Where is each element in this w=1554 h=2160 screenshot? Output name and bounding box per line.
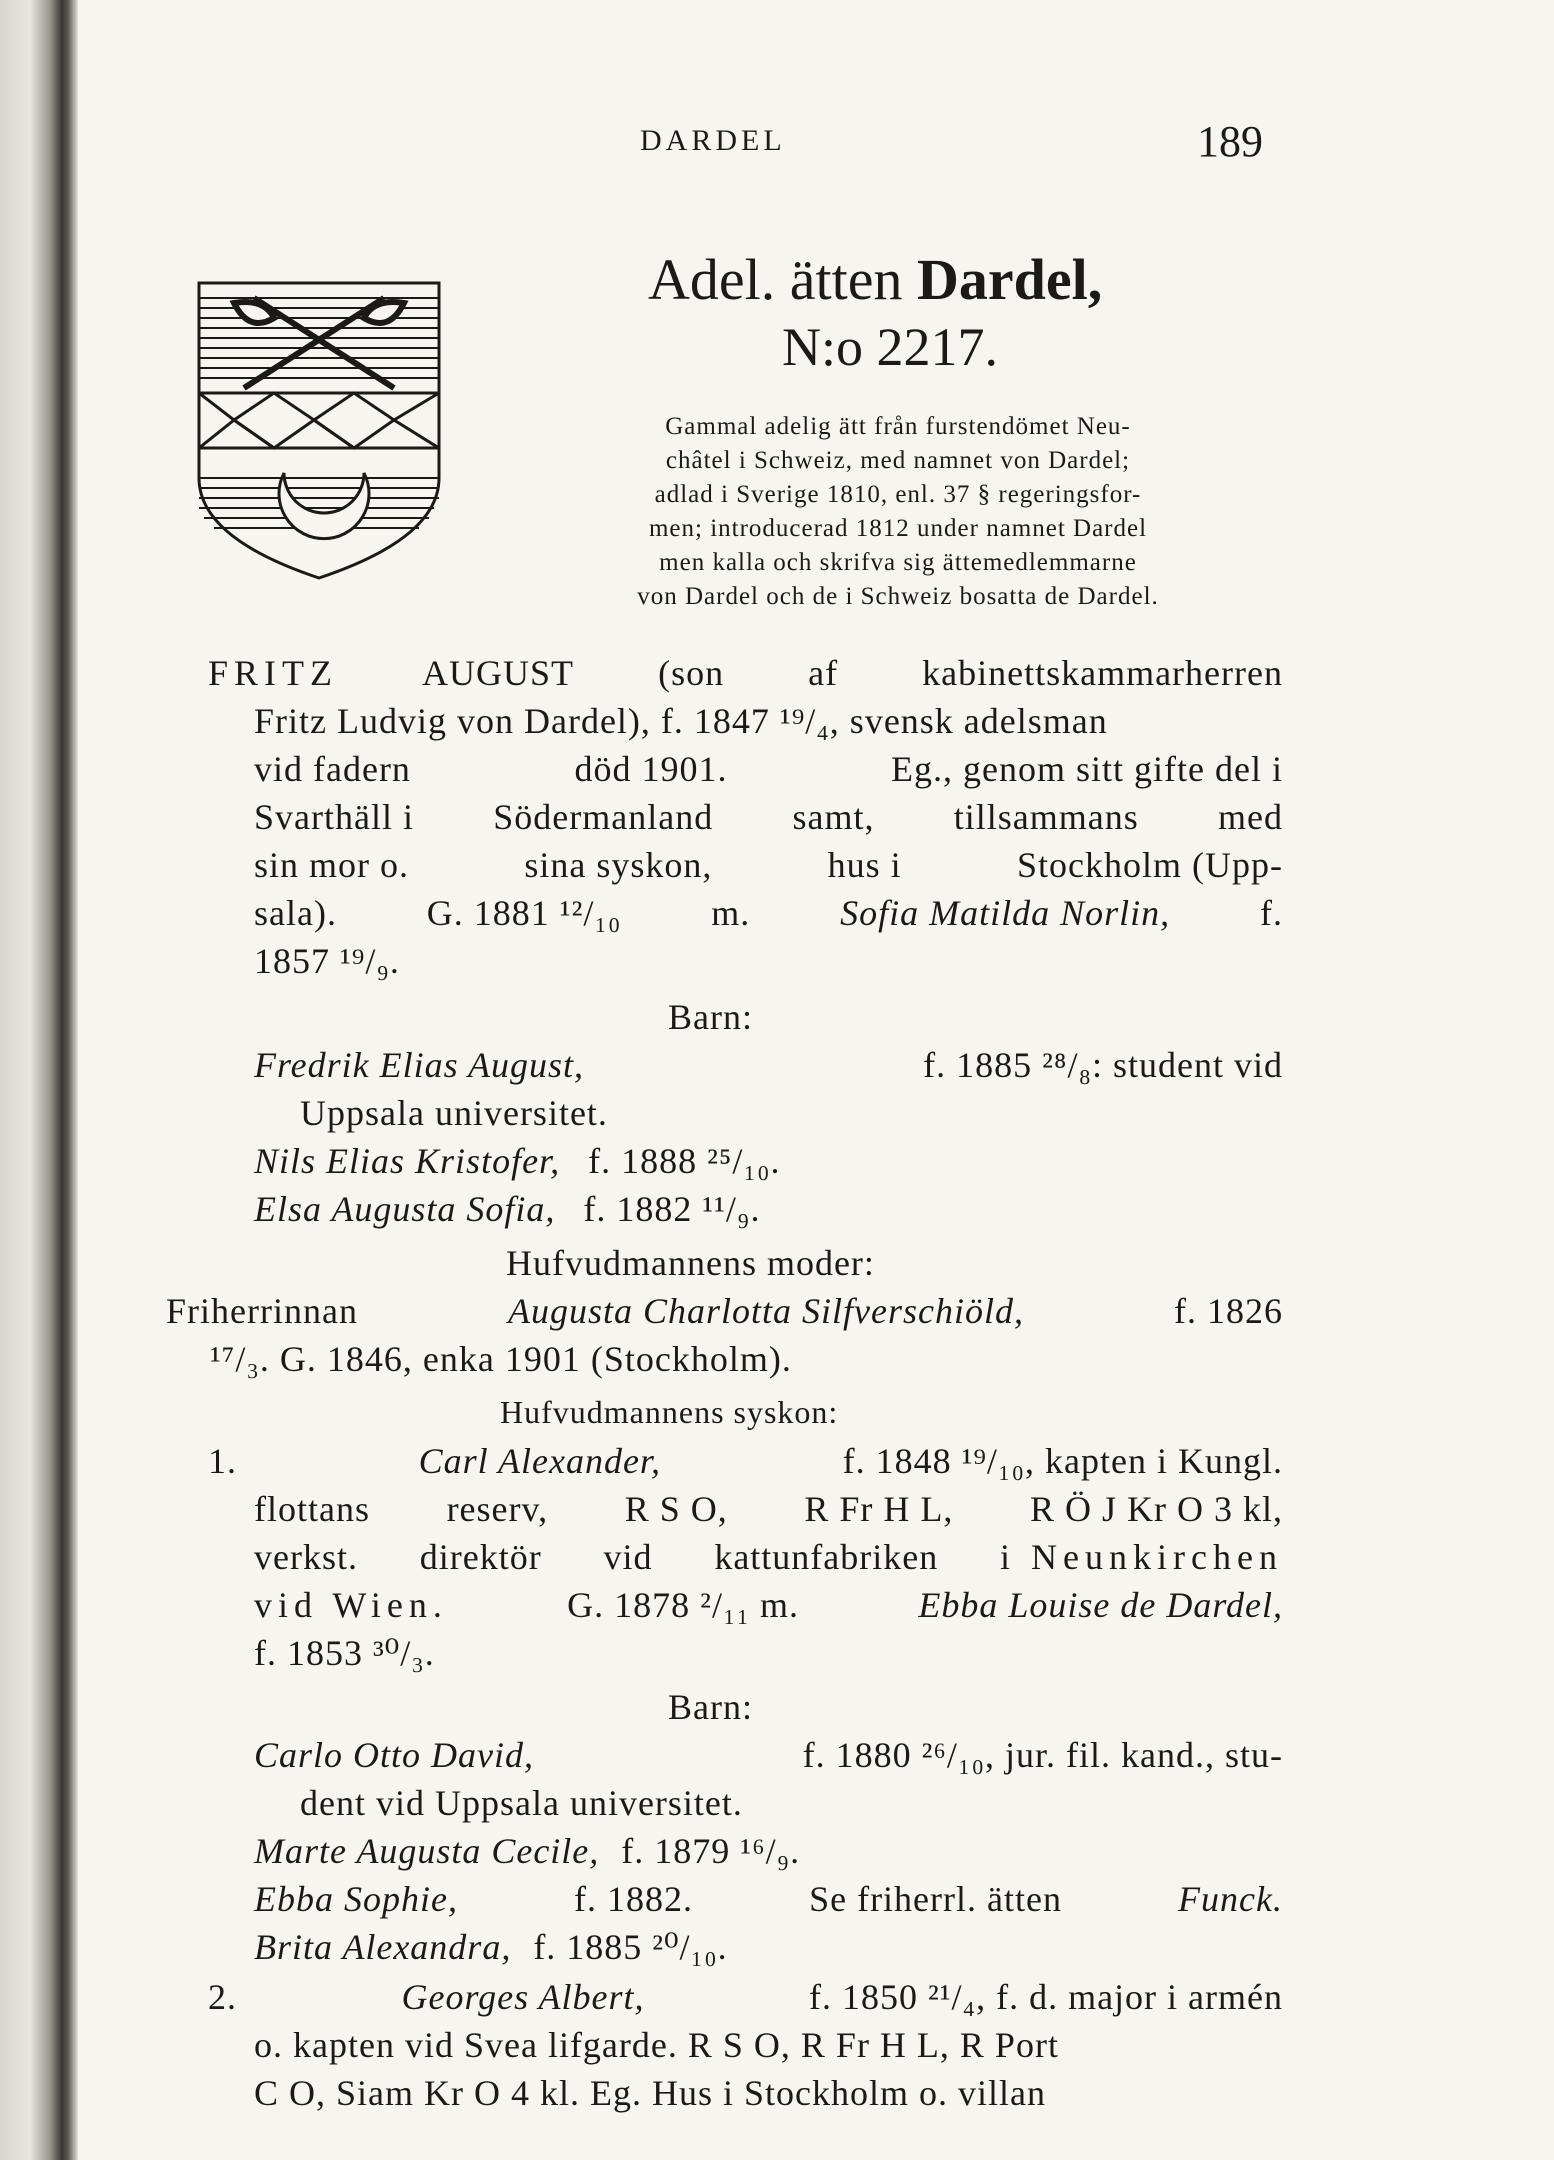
sibling-1-line-3 (254, 1536, 1283, 1578)
mother-label: Hufvudmannens moder: (506, 1243, 875, 1283)
child-1-continued (300, 1092, 608, 1134)
mother-details: ¹⁷/₃. G. 1846, enka 1901 (Stockholm). (210, 1339, 792, 1379)
niece-1 (254, 1830, 800, 1872)
head-text: sina syskon, (524, 845, 713, 885)
head-text: f. (1259, 893, 1283, 933)
head-line-3 (254, 748, 1283, 790)
sibling-details: vid Wien. (254, 1585, 448, 1625)
coat-of-arms-icon (194, 278, 444, 598)
sibling-details: direktör (419, 1537, 542, 1577)
head-line-7 (254, 940, 400, 982)
child-details: f. 1888 ²⁵/₁₀. (588, 1141, 781, 1181)
sibling-details: C O, Siam Kr O 4 kl. Eg. Hus i Stockholm o. villan (254, 2073, 1046, 2113)
head-text: död 1901. (574, 749, 728, 789)
child-details: f. 1882. (574, 1879, 694, 1919)
sibling-details: verkst. (254, 1537, 358, 1577)
sibling-details: f. 1848 ¹⁹/₁₀, kapten i Kungl. (842, 1441, 1283, 1481)
sibling-details: flottans (254, 1489, 370, 1529)
sibling-details: kattunfabriken (714, 1537, 939, 1577)
page-number: 189 (1197, 117, 1263, 166)
children-heading (668, 996, 753, 1038)
head-text: kabinettskammarherren (922, 653, 1283, 693)
sibling-details: R S O, (624, 1489, 728, 1529)
mother-line-2 (210, 1338, 792, 1380)
child-3 (254, 1188, 761, 1230)
sibling-details: f. 1850 ²¹/₄, f. d. major i armén (808, 1977, 1283, 2017)
house-title (648, 246, 1102, 313)
wife-name: Sofia Matilda Norlin, (840, 893, 1171, 933)
head-text: hus i (827, 845, 902, 885)
sibling-number: 1. (208, 1441, 237, 1481)
head-line-4 (254, 796, 1283, 838)
sibling-number: 2. (208, 1977, 237, 2017)
child-details: dent vid Uppsala universitet. (300, 1783, 743, 1823)
sibling-details: reserv, (446, 1489, 549, 1529)
sibling-1-line-4 (254, 1584, 1283, 1626)
sibling-name: Carl Alexander, (418, 1441, 661, 1481)
head-line-5 (254, 844, 1283, 886)
head-line-6 (254, 892, 1283, 934)
head-text: med (1218, 797, 1283, 837)
sibling-2-line-2 (254, 2024, 1059, 2066)
spouse-name: Ebba Louise de Dardel, (918, 1585, 1283, 1625)
child-details: f. 1880 ²⁶/₁₀, jur. fil. kand., stu- (802, 1735, 1283, 1775)
sibling-1-line-1 (208, 1440, 1283, 1482)
head-text: tillsammans (953, 797, 1139, 837)
intro-line: châtel i Schweiz, med namnet von Dardel; (665, 447, 1131, 474)
house-title-prefix: Adel. ätten (648, 247, 903, 312)
sibling-2-line-3 (254, 2072, 1046, 2114)
sibling-details: o. kapten vid Svea lifgarde. R S O, R Fr H L, R Port (254, 2025, 1059, 2065)
head-text: m. (711, 893, 751, 933)
mother-name: Augusta Charlotta Silfverschiöld, (507, 1291, 1024, 1331)
sibling-details: G. 1878 ²/₁₁ m. (567, 1585, 800, 1625)
sibling-details: f. 1853 ³⁰/₃. (254, 1633, 435, 1673)
child-details: Se friherrl. ätten (809, 1879, 1062, 1919)
head-text: 1857 ¹⁹/₉. (254, 941, 400, 981)
child-1 (254, 1044, 1283, 1086)
sibling-name: Georges Albert, (401, 1977, 645, 2017)
sibling-details: R Fr H L, (804, 1489, 954, 1529)
house-number: N:o 2217. (782, 317, 998, 377)
niece-2 (254, 1878, 1283, 1920)
head-name-second: AUGUST (422, 653, 575, 693)
sibling-details: R Ö J Kr O 3 kl, (1029, 1489, 1283, 1529)
intro-line: adlad i Sverige 1810, enl. 37 § regeringsfor- (654, 481, 1142, 508)
head-text: sala). (254, 893, 337, 933)
nephew-1 (254, 1734, 1283, 1776)
head-text: Eg., genom sitt gifte del i (891, 749, 1283, 789)
child-details: f. 1885 ²⁸/₈: student vid (923, 1045, 1283, 1085)
intro-paragraph (508, 410, 1288, 614)
child-details: Uppsala universitet. (300, 1093, 608, 1133)
sibling-details: vid (603, 1537, 653, 1577)
sibling-1-line-2 (254, 1488, 1283, 1530)
head-text: af (808, 653, 839, 693)
head-text: Södermanland (493, 797, 714, 837)
mother-birth: f. 1826 (1173, 1291, 1283, 1331)
head-text: Svarthäll i (254, 797, 414, 837)
child-details: f. 1882 ¹¹/₉. (583, 1189, 761, 1229)
child-2 (254, 1140, 781, 1182)
children-label: Barn: (668, 1687, 753, 1727)
child-name: Marte Augusta Cecile, (254, 1831, 600, 1871)
intro-line: von Dardel och de i Schweiz bosatta de Dardel. (637, 583, 1159, 610)
child-details: f. 1879 ¹⁶/₉. (621, 1831, 801, 1871)
family-reference: Funck. (1178, 1879, 1283, 1919)
niece-3 (254, 1926, 728, 1968)
siblings-heading (500, 1394, 838, 1431)
sibling-1-children-heading (668, 1686, 753, 1728)
child-name: Fredrik Elias August, (254, 1045, 584, 1085)
child-name: Elsa Augusta Sofia, (254, 1189, 556, 1229)
children-label: Barn: (668, 997, 753, 1037)
head-text: Stockholm (Upp- (1016, 845, 1283, 885)
head-text: samt, (792, 797, 875, 837)
child-name: Carlo Otto David, (254, 1735, 535, 1775)
sibling-details: i Neunkirchen (1000, 1537, 1283, 1577)
child-details: f. 1885 ²⁰/₁₀. (533, 1927, 728, 1967)
running-title: DARDEL (640, 124, 786, 157)
child-name: Ebba Sophie, (254, 1879, 458, 1919)
head-line-2 (254, 700, 1283, 742)
head-text: Fritz Ludvig von Dardel), f. 1847 ¹⁹/₄, svensk adelsman (254, 701, 1108, 741)
head-text: sin mor o. (254, 845, 410, 885)
intro-line: men; introducerad 1812 under namnet Dardel (648, 515, 1148, 542)
child-name: Nils Elias Kristofer, (254, 1141, 561, 1181)
mother-title: Friherrinnan (166, 1291, 358, 1331)
head-text: (son (658, 653, 725, 693)
intro-line: men kalla och skrifva sig ättemedlemmarne (659, 549, 1137, 576)
head-text: G. 1881 ¹²/₁₀ (426, 893, 622, 933)
child-name: Brita Alexandra, (254, 1927, 512, 1967)
head-name-first: FRITZ (208, 653, 339, 693)
head-line-1 (208, 652, 1283, 694)
mother-heading (506, 1242, 875, 1284)
head-text: vid fadern (254, 749, 411, 789)
house-title-name: Dardel, (916, 247, 1103, 312)
sibling-2-line-1 (208, 1976, 1283, 2018)
mother-line-1 (166, 1290, 1283, 1332)
intro-line: Gammal adelig ätt från furstendömet Neu- (665, 413, 1131, 440)
nephew-1-continued (300, 1782, 743, 1824)
sibling-1-line-5 (254, 1632, 435, 1674)
siblings-label: Hufvudmannens syskon: (500, 1394, 839, 1430)
